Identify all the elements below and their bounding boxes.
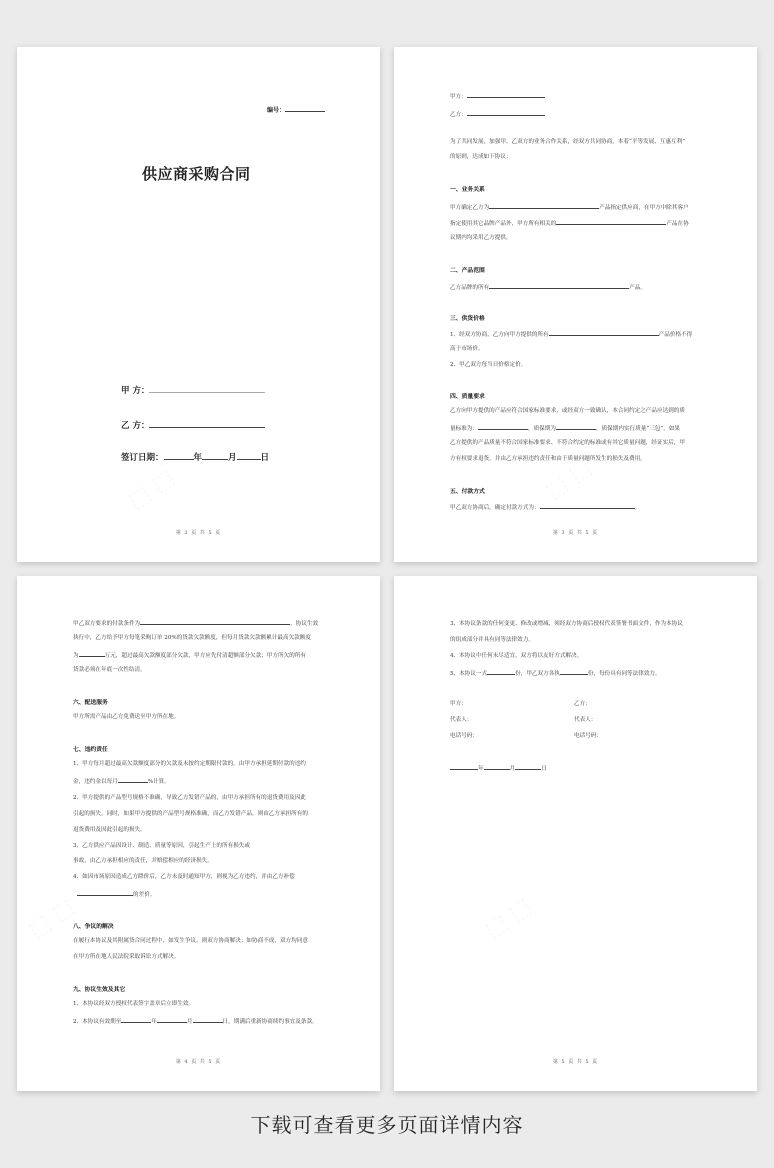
party-a-label: 甲 方： (121, 386, 150, 396)
text-segment: 1、经双方协商，乙方向甲方提供的所有 (450, 332, 549, 338)
text-segment: 量标准为： (450, 426, 478, 432)
fill-in-line (118, 776, 148, 783)
text-segment: 产品在协 (666, 221, 689, 227)
text-segment: 2、本协议有效期至 (73, 1019, 122, 1025)
text-segment: %计算。 (147, 779, 170, 785)
fill-in-line (164, 453, 194, 460)
text-segment: 5、本协议一式 (450, 671, 488, 677)
text-segment: ，协议生效 (290, 621, 319, 627)
watermark (24, 894, 79, 943)
intro-text: 的原则，达成如下协议： (450, 154, 512, 160)
sign-date-label: 签订日期： (121, 453, 164, 463)
text-line: 4、如因市场原因造成乙方降价后，乙方未及时通知甲方，则视为乙方违约，并由乙方补偿 (73, 874, 295, 880)
contract-number-field (285, 105, 325, 112)
text-line: 方有权要求退货，并由乙方承担违约责任和由于质量问题所发生的损失及费用。 (450, 456, 646, 462)
fill-in-line (157, 1016, 187, 1023)
text-line (121, 384, 265, 396)
text-line: 事故，由乙方承担相应的责任，并赔偿相应的经济损失。 (73, 858, 213, 864)
section-heading: 九、协议生效及其它 (73, 987, 126, 993)
text-segment: 万元，超过最高欠款额度部分欠款，甲方应先付清超额部分欠款；甲方所欠的所有 (104, 653, 306, 659)
contract-page-4 (17, 576, 380, 1091)
fill-in-line (140, 618, 290, 625)
text-line: 的组成部分并具有同等法律效力。 (450, 637, 534, 643)
party-a-label: 甲方： (450, 94, 467, 100)
party-b-label: 乙方： (450, 112, 467, 118)
section-heading: 一、业务关系 (450, 187, 485, 193)
text-line: 高于市场价。 (450, 346, 484, 352)
phone-a-label: 电话号码： (450, 733, 478, 739)
text-line (450, 109, 545, 119)
section-heading: 六、配送服务 (73, 700, 108, 706)
contract-number-label: 编号： (267, 107, 286, 114)
cover-page (17, 47, 380, 562)
text-segment: 日，期满后重新协商续约事宜及条款。 (222, 1019, 318, 1025)
fill-in-line (467, 109, 545, 116)
text-line: 3、本协议条款的任何变更、修改或增减，须经双方协商后授权代表签署书面文件，作为本协议 (450, 621, 683, 627)
text-segment: 产品。 (629, 285, 646, 291)
text-segment: 月 (186, 1019, 193, 1025)
section-heading: 四、质量要求 (450, 394, 485, 400)
text-line: 议期内均采用乙方提供。 (450, 235, 512, 241)
text-segment: 日 (541, 766, 547, 772)
text-line (73, 618, 318, 628)
fill-in-line (487, 668, 515, 675)
text-segment: 产品指定供应商，在甲方中除其客户 (599, 205, 689, 211)
section-heading: 八、争议的解决 (73, 924, 114, 930)
page-footer: 第 2 页 共 5 页 (175, 530, 222, 536)
text-segment: 产品价格不得 (658, 332, 693, 338)
party-a-sign-label: 甲方： (450, 701, 467, 707)
text-line (121, 419, 265, 431)
text-segment: 为 (73, 653, 79, 659)
text-line (73, 889, 155, 899)
watermark (481, 894, 536, 943)
text-segment: 指定使用其它品牌产品外，甲方所有相关的 (450, 221, 557, 227)
intro-text: 为了共同发展，加强甲、乙双方的业务合作关系，经双方共同协商，本着“平等发展、互惠互利” (450, 139, 686, 145)
text-line (450, 668, 661, 678)
text-segment: ，质保期内实行质量“三包”，如果 (595, 426, 681, 432)
text-segment: 年 (151, 1019, 157, 1025)
text-segment: 份，每份具有同等法律效力。 (587, 671, 661, 677)
text-line: 退货费用及因此引起的损失。 (73, 827, 146, 833)
text-segment: 年 (478, 766, 484, 772)
fill-in-line (79, 650, 105, 657)
text-line: 在履行本协议及其附属货合同过程中，如发生争议，则双方协商解决；如协商不成，双方均同意 (73, 938, 308, 944)
rep-b-label: 代表人： (574, 717, 597, 723)
fill-in-line (556, 218, 666, 225)
text-segment: 甲方确定乙方为 (450, 205, 490, 211)
text-line (450, 218, 689, 228)
text-line (73, 776, 170, 786)
text-line: 货款必须在年底一次性结清。 (73, 667, 146, 673)
text-segment: 月 (509, 766, 516, 772)
text-line (450, 763, 547, 773)
fill-in-line (560, 668, 588, 675)
text-line: 2、甲乙双方每当日价格定价。 (450, 362, 527, 368)
text-line (450, 91, 545, 101)
fill-in-line (515, 763, 541, 770)
text-line (450, 282, 646, 292)
text-segment: 金，违约金以每月 (73, 779, 118, 785)
fill-in-line (450, 763, 478, 770)
fill-in-line (121, 1016, 151, 1023)
fill-in-line (478, 423, 528, 430)
text-line: 2、甲方提供的产品型号规格不准确，导致乙方发错产品的，由甲方承担所有的退货费用及因此 (73, 795, 306, 801)
text-line (73, 650, 306, 660)
text-line: 乙方提供的产品质量不符合国家标准要求、不符合约定的标准或有其它质量问题，经证实后，甲 (450, 440, 685, 446)
page-footer: 第 3 页 共 5 页 (552, 530, 599, 536)
text-line: 3、乙方供应产品因设计、制造、质量等原因，引起生产上的所有损失或 (73, 843, 250, 849)
party-b-sign-label: 乙方： (574, 701, 591, 707)
text-segment: 乙方品牌的所有 (450, 285, 490, 291)
party-b-field (149, 421, 265, 428)
text-line: 执行中，乙方给予甲方每笔采购订单 20%的货款欠款额度，但每月货款欠款额累计最高欠款额度 (73, 635, 311, 641)
party-a-field (149, 386, 265, 393)
text-segment: 份，甲乙双方各执 (515, 671, 560, 677)
section-heading: 五、付款方式 (450, 489, 485, 495)
text-line (73, 1016, 318, 1026)
fill-in-line (202, 453, 228, 460)
fill-in-line (489, 282, 629, 289)
text-line: 引起的损失。同时，如果甲方提供的产品型号规格准确，而乙方发错产品，则由乙方承担所有的 (73, 811, 308, 817)
text-line (121, 451, 269, 463)
text-line: 1、甲方每月超过最高欠款额度部分的欠款及未按约定期限付款的，由甲方承担延期付款的违约 (73, 761, 306, 767)
phone-b-label: 电话号码： (574, 733, 602, 739)
contract-title: 供应商采购合同 (142, 165, 251, 183)
text-segment: ，质保期为 (527, 426, 556, 432)
page-footer: 第 4 页 共 5 页 (175, 1059, 222, 1065)
download-caption[interactable]: 下载可查看更多页面详情内容 (250, 1113, 524, 1137)
text-line: 乙方向甲方提供的产品应符合国家标准要求，或经双方一致确认，本合同约定之产品应达到的质 (450, 408, 685, 414)
party-b-label: 乙 方： (121, 421, 150, 431)
text-line: 在甲方所在地人民法院采取诉讼方式解决。 (73, 954, 180, 960)
text-line (450, 329, 692, 339)
fill-in-line (489, 202, 599, 209)
text-line (450, 202, 689, 212)
text-line (450, 502, 640, 512)
fill-in-line (540, 502, 635, 509)
fill-in-line (549, 329, 659, 336)
rep-a-label: 代表人： (450, 717, 473, 723)
text-segment: 日 (260, 453, 270, 463)
text-segment: 。 (634, 505, 641, 511)
fill-in-line (193, 1016, 223, 1023)
watermark (124, 465, 179, 514)
section-heading: 三、供货价格 (450, 316, 485, 322)
text-segment: 甲乙双方协商后，确定付款方式为： (450, 505, 540, 511)
text-line: 甲方所需产品由乙方免费送至甲方所在地。 (73, 714, 180, 720)
text-segment: 年 (193, 453, 203, 463)
text-segment: 月 (228, 453, 237, 463)
fill-in-line (467, 91, 545, 98)
text-segment: 甲乙双方要求的付款条件为 (73, 621, 141, 627)
text-line (450, 423, 680, 433)
contract-page-5 (394, 576, 757, 1091)
text-line: 1、本协议经双方授权代表签字盖章后立即生效。 (73, 1001, 195, 1007)
page-footer: 第 5 页 共 5 页 (552, 1059, 599, 1065)
fill-in-line (484, 763, 510, 770)
text-line: 4、本协议中任何未尽适宜，双方将以友好方式解决。 (450, 653, 583, 659)
contract-page-3 (394, 47, 757, 562)
section-heading: 二、产品范围 (450, 268, 485, 274)
fill-in-line (77, 889, 133, 896)
section-heading: 七、违约责任 (73, 747, 108, 753)
text-segment: 的差价。 (133, 892, 156, 898)
fill-in-line (556, 423, 596, 430)
fill-in-line (237, 453, 261, 460)
text-line (267, 105, 325, 114)
